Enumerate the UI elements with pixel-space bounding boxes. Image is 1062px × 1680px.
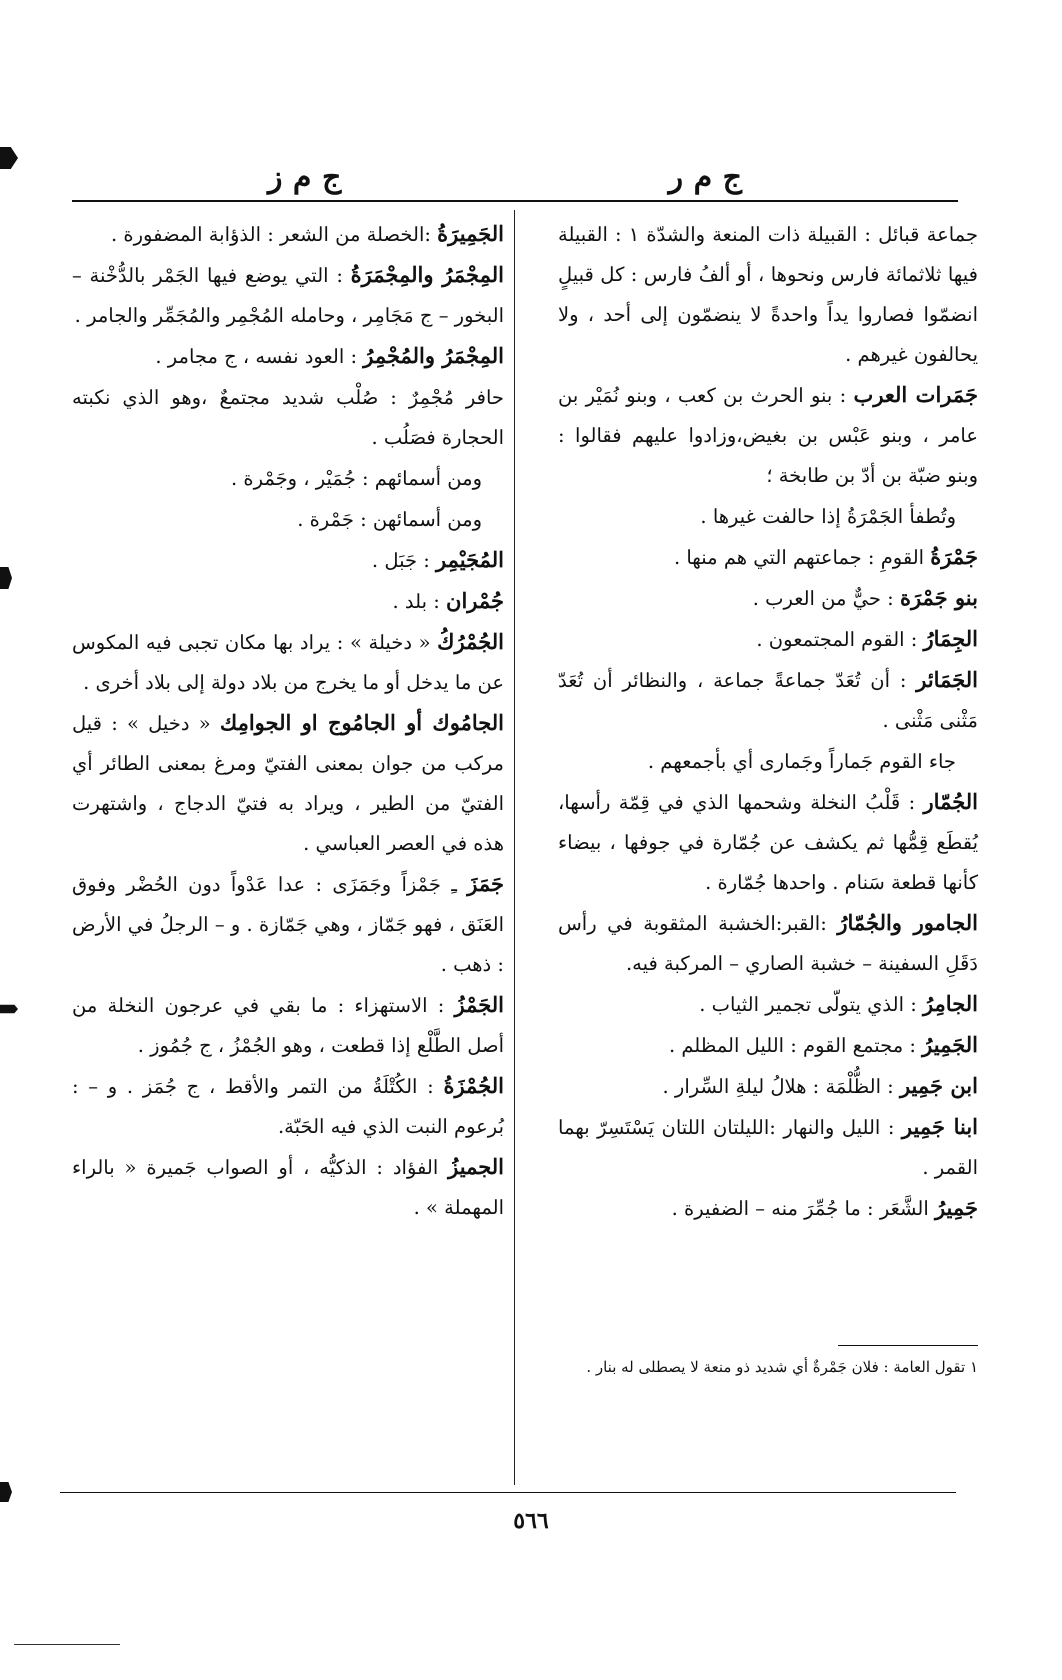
entry-headword: الجَمَائر <box>916 667 978 692</box>
entry-definition: : مجتمع القوم : الليل المظلم . <box>668 1034 916 1057</box>
entry-headword: الجُمْزَةُ <box>443 1073 504 1098</box>
page-number: ٥٦٦ <box>513 1508 549 1534</box>
dictionary-entry <box>72 214 504 255</box>
dictionary-entry <box>558 214 978 375</box>
dictionary-entry <box>72 864 504 985</box>
entry-definition: : القوم المجتمعون . <box>756 628 918 651</box>
entry-headword: الجامُوك أو الجامُوج او الجوامِك <box>219 710 505 735</box>
dictionary-entry <box>72 336 504 377</box>
dictionary-entry <box>72 581 504 622</box>
entry-headword: المِجْمَرُ والمُجْمِرُ <box>363 343 504 368</box>
dictionary-entry <box>558 496 978 537</box>
entry-definition: : قَلْبُ النخلة وشحمها الذي في قِمّة رأسها، يُقطَع قِمُّها ثم يكشف عن جُمّارة في جوفها ، بيضاء كأنها قطعة سَنام . واحدها جُمّارة . <box>558 791 978 894</box>
running-header-right: ج م ر <box>668 160 742 195</box>
entry-headword: الجَمْزُ <box>454 992 505 1017</box>
running-header-left: ج م ز <box>268 160 342 195</box>
header-rule <box>72 200 958 202</box>
entry-headword: جَمِيرُ <box>934 1195 978 1220</box>
dictionary-entry <box>72 377 504 458</box>
entry-definition: : الليل والنهار :الليلتان اللتان يَسْتَسِرّ بهما القمر . <box>558 1116 978 1179</box>
footnote: ١ تقول العامة : فلان جَمْرةٌ أي شديد ذو منعة لا يصطلى له بنار . <box>586 1358 978 1376</box>
dictionary-entry <box>558 660 978 741</box>
entry-headword: جَمْرَةُ <box>930 544 978 569</box>
dictionary-entry <box>558 619 978 660</box>
entry-headword: جَمَزَ <box>467 871 504 896</box>
dictionary-entry <box>558 537 978 578</box>
dictionary-entry <box>558 903 978 984</box>
scan-edge-rule <box>14 1644 120 1645</box>
dictionary-entry <box>558 578 978 619</box>
dictionary-entry <box>558 1107 978 1188</box>
footer-rule <box>60 1492 956 1493</box>
entry-definition: « دخيل » : قيل مركب من جوان بمعنى الفتيّ ومرغ بمعنى الطائر أي الفتيّ من الطير ، ويراد به فتيّ الدجاج ، واشتهرت هذه في العصر العباسي . <box>72 712 504 855</box>
entry-definition: ـِ جَمْزاً وجَمَزَى : عدا عَدْواً دون الحُضْر وفوق العَنَق ، فهو جَمّاز ، وهي جَمّازة . و – الرجلُ في الأرض : ذهب . <box>72 873 504 976</box>
entry-definition: : الظُّلْمَة : هلالُ ليلةِ السِّرار . <box>662 1075 894 1098</box>
entry-definition: : التي يوضع فيها الجَمْر بالدُّخْنة – البخور – ج مَجَامِر ، وحامله المُجْمِر والمُجَمِّر والجامر . <box>72 264 504 327</box>
entry-definition: القومِ : جماعتهم التي هم منها . <box>673 546 925 569</box>
entry-definition: : العود نفسه ، ج مجامر . <box>155 345 358 368</box>
dictionary-entry <box>558 1188 978 1229</box>
right-column <box>558 214 978 1229</box>
entry-headword: جَمَرات العرب <box>853 382 978 407</box>
entry-definition: : جَبَل . <box>371 549 430 572</box>
dictionary-entry <box>558 1025 978 1066</box>
entry-headword: الجُمّار <box>923 789 978 814</box>
dictionary-entry <box>558 782 978 903</box>
entry-definition: : حيٌّ من العرب . <box>752 587 894 610</box>
scan-edge-mark <box>0 567 12 589</box>
dictionary-entry <box>558 741 978 782</box>
scan-edge-mark <box>0 1482 12 1502</box>
dictionary-entry <box>72 540 504 581</box>
entry-definition: وتُطفأ الجَمْرَةُ إذا حالفت غيرها . <box>700 505 956 528</box>
scan-edge-mark <box>0 1002 18 1016</box>
entry-headword: ابنا جَمِير <box>901 1114 978 1139</box>
entry-headword: الجامِرُ <box>922 991 978 1016</box>
scan-edge-mark <box>0 147 18 169</box>
entry-headword: الجميزُ <box>448 1154 505 1179</box>
entry-headword: الجامور والجُمّارُ <box>837 910 978 935</box>
entry-headword: المِجْمَرُ والمِجْمَرَةُ <box>350 262 504 287</box>
entry-headword: جُمْران <box>446 588 504 613</box>
dictionary-entry <box>72 1066 504 1147</box>
entry-definition: « دخيلة » : يراد بها مكان تجبى فيه المكوس عن ما يدخل أو ما يخرج من بلاد دولة إلى بلاد أخرى . <box>72 631 504 694</box>
entry-definition: : أن تُعَدّ جماعةً جماعة ، والنظائر أن تُعَدّ مَثْنى مَثْنى . <box>558 669 978 732</box>
entry-definition: الشَّعَر : ما جُمِّرَ منه – الضفيرة . <box>671 1197 929 1220</box>
dictionary-entry <box>72 703 504 864</box>
entry-definition: : الاستهزاء : ما بقي في عرجون النخلة من أصل الطَّلْع إذا قطعت ، وهو الجُمْزُ ، ج جُمُوز . <box>72 994 504 1057</box>
entry-headword: الجُمْرُكُ <box>437 629 504 654</box>
entry-definition: ومن أسمائهن : جَمْرة . <box>297 508 482 531</box>
dictionary-entry <box>72 622 504 703</box>
entry-headword: الجَمِيرُ <box>922 1032 978 1057</box>
dictionary-entry <box>558 375 978 496</box>
entry-definition: ومن أسمائهم : جُمَيْر ، وجَمْرة . <box>230 467 482 490</box>
dictionary-entry <box>558 984 978 1025</box>
entry-definition: :القبر:الخشبة المثقوبة في رأس دَقَلِ السفينة – خشبة الصاري – المركبة فيه. <box>558 912 978 975</box>
dictionary-entry <box>72 985 504 1066</box>
entry-headword: بنو جَمْرَة <box>899 585 978 610</box>
entry-definition: جاء القوم جَماراً وجَمارى أي بأجمعهم . <box>647 750 956 773</box>
dictionary-entry <box>72 458 504 499</box>
dictionary-entry <box>558 1066 978 1107</box>
footnote-rule <box>838 1345 978 1346</box>
entry-definition: :الخصلة من الشعر : الذؤابة المضفورة . <box>111 223 431 246</box>
entry-definition: : بلد . <box>392 590 440 613</box>
dictionary-entry <box>72 255 504 336</box>
entry-definition: الفؤاد : الذكيُّه ، أو الصواب جَميرة « بالراء المهملة » . <box>72 1156 504 1219</box>
dictionary-entry <box>72 1147 504 1228</box>
entry-definition: جماعة قبائل : القبيلة ذات المنعة والشدّة ١ : القبيلة فيها ثلاثمائة فارس ونحوها ، أو ألفُ فارس : كل قبيلٍ انضمّوا فصاروا يداً واحدةً لا ينضمّون إلى أحد ، ولا يحالفون غيرهم . <box>558 223 979 366</box>
entry-definition: : الذي يتولّى تجمير الثياب . <box>699 993 917 1016</box>
entry-headword: الجَمِيرَةُ <box>437 221 504 246</box>
entry-headword: ابن جَمِير <box>899 1073 978 1098</box>
dictionary-entry <box>72 499 504 540</box>
entry-definition: : الكُتْلَةُ من التمر والأقط ، ج جُمَز . و – : بُرعوم النبت الذي فيه الحَبّة. <box>72 1075 504 1138</box>
entry-headword: الجِمَارُ <box>923 626 978 651</box>
entry-definition: : بنو الحرث بن كعب ، وبنو نُمَيْر بن عامر ، وبنو عَبْس بن بغيض،وزادوا عليهم فقالوا : وبنو ضبّة بن أدّ بن طابخة ؛ <box>558 384 978 487</box>
entry-definition: حافر مُجْمِرٌ : صُلْب شديد مجتمعٌ ،وهو الذي نكبته الحجارة فصَلُب . <box>72 386 504 449</box>
left-column <box>72 214 504 1228</box>
column-divider <box>514 210 515 1485</box>
entry-headword: المُجَيْمِر <box>436 547 504 572</box>
